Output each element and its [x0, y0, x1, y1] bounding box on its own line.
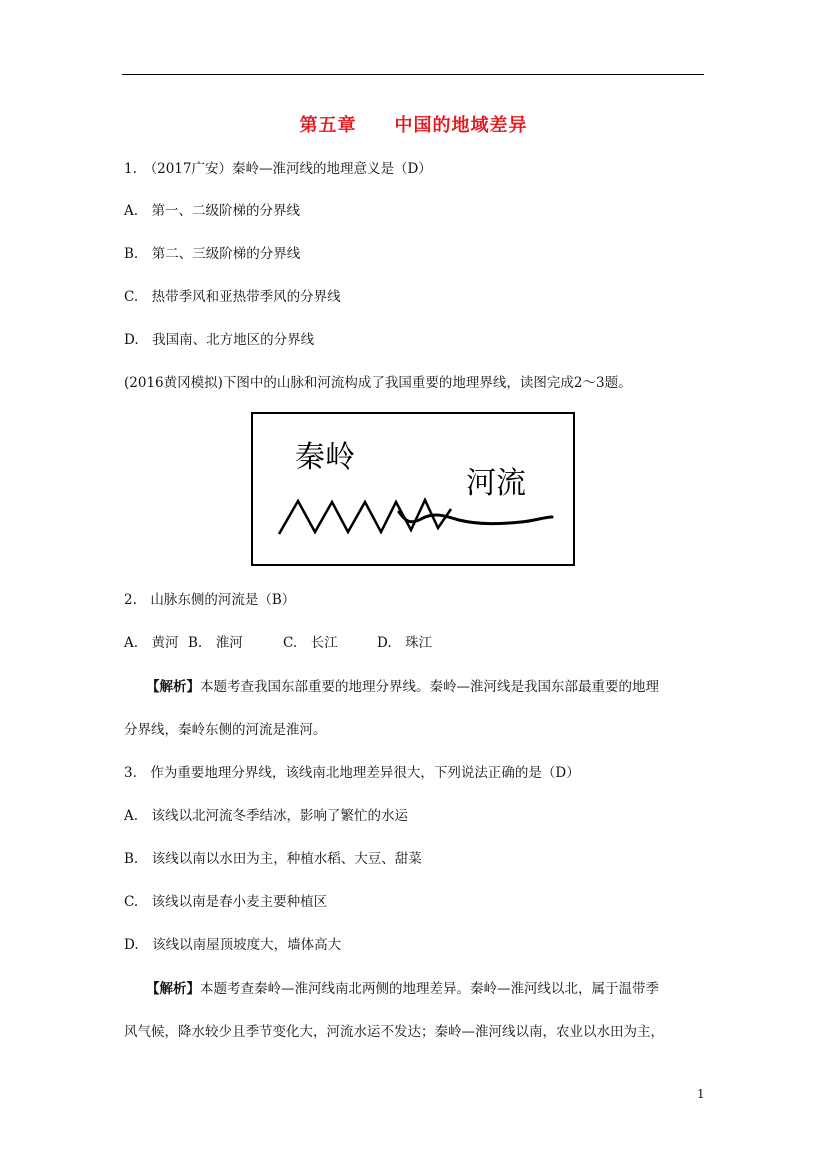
q3-analysis-text1: 本题考查秦岭—淮河线南北两侧的地理差异。秦岭—淮河线以北，属于温带季 [200, 981, 659, 997]
q2-analysis-line1 [146, 677, 659, 697]
q3-analysis-line1 [146, 979, 659, 999]
q1-stem: 1. （2017广安）秦岭—淮河线的地理意义是（D） [124, 161, 432, 177]
q2-analysis-tag: 【解析】 [146, 679, 200, 695]
q3-analysis-line2: 风气候，降水较少且季节变化大，河流水运不发达；秦岭—淮河线以南，农业以水田为主， [124, 1024, 664, 1040]
q2-analysis-text1: 本题考查我国东部重要的地理分界线。秦岭—淮河线是我国东部最重要的地理 [200, 679, 659, 695]
figure-river-label: 河流 [466, 466, 526, 501]
q3-analysis-tag: 【解析】 [146, 981, 200, 997]
header-rule [122, 74, 704, 75]
page-number: 1 [697, 1087, 705, 1101]
q3-option-d: D. 该线以南屋顶坡度大，墙体高大 [124, 937, 342, 953]
q3-option-c: C. 该线以南是春小麦主要种植区 [124, 894, 328, 910]
q3-option-a: A. 该线以北河流冬季结冰，影响了繁忙的水运 [124, 808, 409, 824]
q3-option-b: B. 该线以南以水田为主，种植水稻、大豆、甜菜 [124, 851, 422, 867]
q2-options [124, 633, 432, 653]
q2-option-d: D. 珠江 [377, 635, 433, 651]
figure-drawing [253, 414, 573, 564]
chapter-title: 第五章 中国的地域差异 [299, 115, 528, 136]
q1-option-d: D. 我国南、北方地区的分界线 [124, 332, 315, 348]
figure-mountain-label: 秦岭 [295, 440, 355, 475]
map-figure [251, 412, 575, 566]
q2-analysis-line2: 分界线，秦岭东侧的河流是淮河。 [124, 722, 327, 738]
q1-option-b: B. 第二、三级阶梯的分界线 [124, 246, 301, 262]
figure-intro: (2016黄冈模拟)下图中的山脉和河流构成了我国重要的地理界线，读图完成2～3题。 [124, 375, 632, 391]
river-line-icon [399, 512, 552, 524]
q2-option-b: B. 淮河 [188, 635, 243, 651]
q1-option-c: C. 热带季风和亚热带季风的分界线 [124, 289, 341, 305]
q2-option-c: C. 长江 [283, 635, 338, 651]
q2-option-a: A. 黄河 [124, 635, 179, 651]
q1-option-a: A. 第一、二级阶梯的分界线 [124, 203, 301, 219]
q2-stem: 2. 山脉东侧的河流是（B） [124, 592, 296, 608]
q3-stem: 3. 作为重要地理分界线，该线南北地理差异很大，下列说法正确的是（D） [124, 765, 580, 781]
